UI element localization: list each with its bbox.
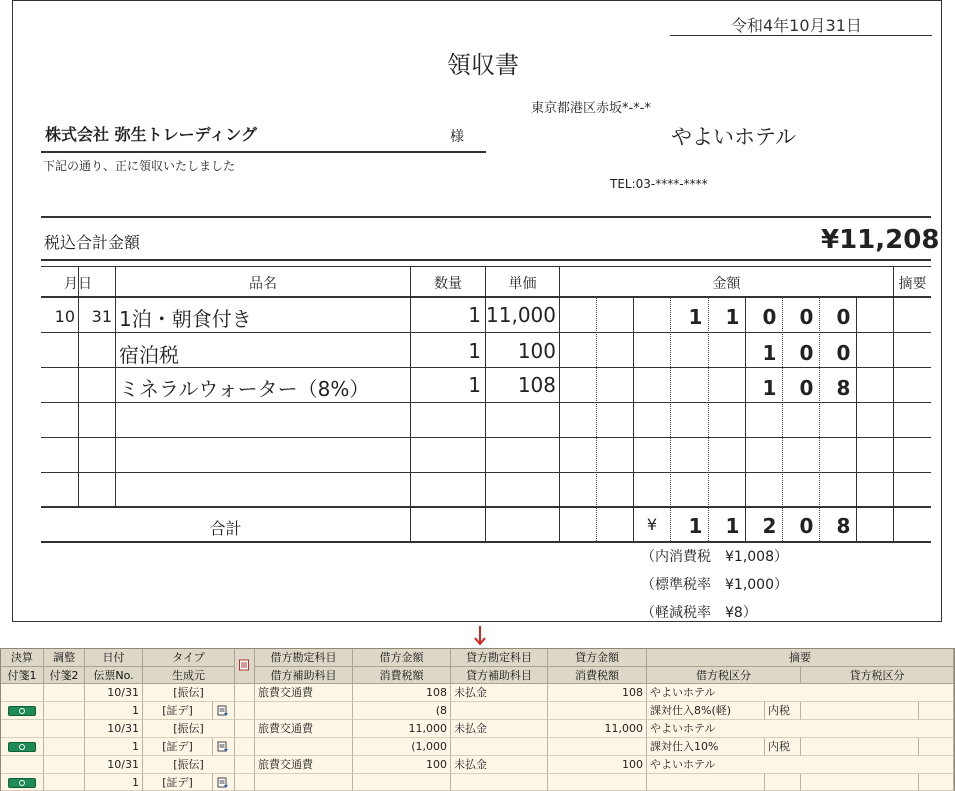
receipt [12, 0, 942, 622]
journal-cell[interactable] [548, 738, 647, 756]
entry-tax-method[interactable]: 内税 [765, 738, 801, 756]
journal-cell[interactable] [44, 738, 85, 756]
sum-digit: 0 [799, 514, 814, 538]
header-credit-amount[interactable]: 貸方金額 [548, 649, 647, 667]
header-memo[interactable]: 摘要 [647, 649, 954, 667]
row-day: 31 [91, 307, 112, 326]
entry-slip-no[interactable]: 1 [85, 774, 143, 791]
entry-credit-account[interactable]: 未払金 [451, 756, 548, 774]
sum-digit: 2 [762, 514, 777, 538]
row-digit: 8 [836, 376, 851, 400]
total-label: 税込合計金額 [44, 233, 141, 252]
journal-cell[interactable] [44, 684, 85, 702]
journal-cell[interactable] [44, 720, 85, 738]
journal-cell [235, 756, 255, 774]
header-settlement[interactable]: 決算 [1, 649, 44, 667]
header-debit-sub[interactable]: 借方補助科目 [255, 667, 353, 684]
row-month: 10 [54, 307, 75, 326]
ok-icon[interactable] [8, 706, 36, 716]
header-type[interactable]: タイプ [143, 649, 235, 667]
journal-cell[interactable] [919, 738, 954, 756]
row-digit: 0 [836, 341, 851, 365]
journal-cell[interactable] [919, 774, 954, 791]
header-date[interactable]: 日付 [85, 649, 143, 667]
header-credit-tax[interactable]: 消費税額 [548, 667, 647, 684]
header-monthday: 月日 [64, 276, 92, 292]
header-source[interactable]: 生成元 [143, 667, 235, 684]
journal-cell[interactable] [451, 702, 548, 720]
journal-cell[interactable] [548, 702, 647, 720]
entry-tax-method[interactable]: 内税 [765, 702, 801, 720]
row-price: 11,000 [486, 303, 556, 327]
header-attachment[interactable] [235, 649, 255, 684]
journal-cell[interactable] [1, 720, 44, 738]
header-debit-account[interactable]: 借方勘定科目 [255, 649, 353, 667]
entry-debit-account[interactable]: 旅費交通費 [255, 684, 353, 702]
row-digit: 0 [836, 305, 851, 329]
attachment-cell[interactable] [213, 702, 235, 720]
tax-note: （標準税率 ¥1,000） [641, 577, 788, 593]
row-qty: 1 [468, 339, 481, 363]
entry-date[interactable]: 10/31 [85, 684, 143, 702]
row-item: ミネラルウォーター（8%） [119, 377, 370, 401]
journal-cell[interactable] [44, 756, 85, 774]
document-icon [238, 659, 250, 671]
sum-label: 合計 [209, 519, 242, 538]
journal-cell[interactable] [255, 738, 353, 756]
issuer-name: やよいホテル [671, 125, 796, 149]
journal-cell[interactable] [919, 702, 954, 720]
tax-note: （軽減税率 ¥8） [641, 605, 757, 621]
total-amount: ¥11,208 [821, 225, 940, 255]
entry-debit-tax-class[interactable] [647, 774, 765, 791]
header-remarks: 摘要 [898, 276, 927, 292]
header-sticky2[interactable]: 付箋2 [44, 667, 85, 684]
journal-cell [235, 738, 255, 756]
ok-cell[interactable] [1, 774, 44, 791]
entry-debit-amount[interactable]: 11,000 [353, 720, 451, 738]
journal-cell[interactable] [548, 774, 647, 791]
header-amount: 金額 [712, 276, 741, 292]
journal-cell[interactable] [1, 684, 44, 702]
row-item: 宿泊税 [119, 343, 179, 367]
entry-type[interactable]: [振伝] [143, 720, 235, 738]
sum-yen: ¥ [646, 515, 658, 534]
header-adjust[interactable]: 調整 [44, 649, 85, 667]
entry-slip-no[interactable]: 1 [85, 738, 143, 756]
journal-cell[interactable] [451, 774, 548, 791]
entry-source[interactable]: [証デ] [143, 738, 213, 756]
ok-icon[interactable] [8, 778, 36, 788]
row-item: 1泊・朝食付き [119, 307, 252, 331]
receipt-note: 下記の通り、正に領収いたしました [43, 159, 236, 173]
ok-icon[interactable] [8, 742, 36, 752]
journal-cell[interactable] [801, 774, 919, 791]
header-debit-tax-class[interactable]: 借方税区分 [647, 667, 801, 684]
row-price: 100 [517, 339, 556, 363]
row-qty: 1 [468, 373, 481, 397]
row-digit: 1 [762, 376, 777, 400]
entry-tax-method[interactable] [765, 774, 801, 791]
row-digit: 0 [799, 305, 814, 329]
row-digit: 1 [762, 341, 777, 365]
journal-cell[interactable] [1, 756, 44, 774]
journal-cell [235, 774, 255, 791]
row-digit: 0 [762, 305, 777, 329]
entry-type[interactable]: [振伝] [143, 756, 235, 774]
entry-credit-amount[interactable]: 100 [548, 756, 647, 774]
header-credit-account[interactable]: 貸方勘定科目 [451, 649, 548, 667]
header-sticky1[interactable]: 付箋1 [1, 667, 44, 684]
row-digit: 1 [725, 305, 740, 329]
entry-credit-amount[interactable]: 108 [548, 684, 647, 702]
journal-cell[interactable] [255, 774, 353, 791]
addressee: 株式会社 弥生トレーディング [45, 125, 257, 144]
row-digit: 0 [799, 341, 814, 365]
entry-debit-tax[interactable] [353, 774, 451, 791]
entry-credit-account[interactable]: 未払金 [451, 720, 548, 738]
attachment-cell[interactable] [213, 738, 235, 756]
entry-date[interactable]: 10/31 [85, 720, 143, 738]
entry-source[interactable]: [証デ] [143, 702, 213, 720]
header-debit-amount[interactable]: 借方金額 [353, 649, 451, 667]
header-price: 単価 [508, 276, 537, 292]
attachment-icon[interactable] [217, 741, 229, 753]
sum-digit: 1 [688, 514, 703, 538]
entry-debit-tax-class[interactable]: 課対仕入8%(軽) [647, 702, 765, 720]
journal-grid [0, 648, 955, 791]
journal-cell[interactable] [255, 702, 353, 720]
journal-cell [235, 684, 255, 702]
ok-cell[interactable] [1, 702, 44, 720]
row-digit: 1 [688, 305, 703, 329]
journal-cell[interactable] [44, 774, 85, 791]
ok-cell[interactable] [1, 738, 44, 756]
arrow-down-icon [472, 625, 488, 647]
honorific: 様 [450, 129, 464, 145]
journal-cell [235, 720, 255, 738]
sum-digit: 8 [836, 514, 851, 538]
attachment-cell[interactable] [213, 774, 235, 791]
sum-digit: 1 [725, 514, 740, 538]
entry-memo[interactable]: やよいホテル [647, 756, 954, 774]
journal-cell[interactable] [451, 738, 548, 756]
entry-debit-amount[interactable]: 108 [353, 684, 451, 702]
tax-note: （内消費税 ¥1,008） [641, 549, 788, 565]
row-qty: 1 [468, 303, 481, 327]
entry-source[interactable]: [証デ] [143, 774, 213, 791]
entry-debit-tax[interactable]: (8 [353, 702, 451, 720]
entry-debit-tax-class[interactable]: 課対仕入10% [647, 738, 765, 756]
journal-cell[interactable] [801, 702, 919, 720]
attachment-icon[interactable] [217, 705, 229, 717]
entry-debit-account[interactable]: 旅費交通費 [255, 756, 353, 774]
entry-credit-account[interactable]: 未払金 [451, 684, 548, 702]
receipt-title: 領収書 [447, 51, 519, 79]
entry-memo[interactable]: やよいホテル [647, 684, 954, 702]
row-price: 108 [517, 373, 556, 397]
issuer-tel: TEL:03-****-**** [610, 177, 708, 191]
header-qty: 数量 [434, 276, 462, 292]
entry-debit-tax[interactable]: (1,000 [353, 738, 451, 756]
entry-debit-amount[interactable]: 100 [353, 756, 451, 774]
header-debit-tax[interactable]: 消費税額 [353, 667, 451, 684]
journal-cell[interactable] [801, 738, 919, 756]
journal-cell[interactable] [44, 702, 85, 720]
header-credit-sub[interactable]: 貸方補助科目 [451, 667, 548, 684]
entry-debit-account[interactable]: 旅費交通費 [255, 720, 353, 738]
entry-credit-amount[interactable]: 11,000 [548, 720, 647, 738]
entry-date[interactable]: 10/31 [85, 756, 143, 774]
header-item: 品名 [249, 276, 277, 292]
header-credit-tax-class[interactable]: 貸方税区分 [801, 667, 954, 684]
entry-memo[interactable]: やよいホテル [647, 720, 954, 738]
row-digit: 0 [799, 376, 814, 400]
entry-slip-no[interactable]: 1 [85, 702, 143, 720]
header-slip-no[interactable]: 伝票No. [85, 667, 143, 684]
attachment-icon[interactable] [217, 777, 229, 789]
journal-cell [235, 702, 255, 720]
receipt-date: 令和4年10月31日 [731, 16, 862, 35]
entry-type[interactable]: [振伝] [143, 684, 235, 702]
issuer-address: 東京都港区赤坂*-*-* [531, 101, 651, 116]
